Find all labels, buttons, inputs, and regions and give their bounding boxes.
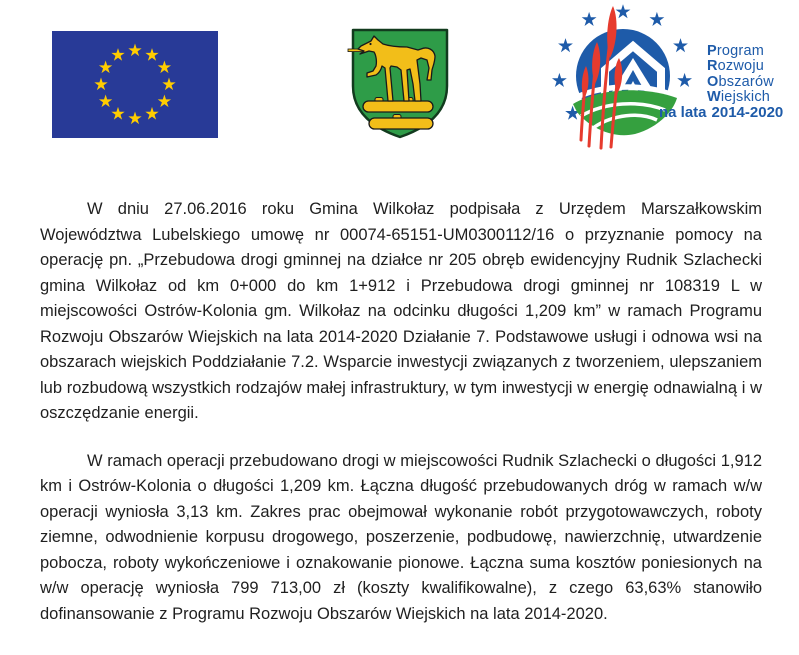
prow-title-line: Wiejskich	[707, 89, 771, 106]
eu-flag-icon	[52, 31, 218, 138]
paragraph-realization: W ramach operacji przebudowano drogi w miejscowości Rudnik Szlachecki o długości 1,912 km i Ostrów-Kolonia o długości 1,209 km. Łączna długość przebudowanych dróg w ramach w/w operacji wyniosła 3,13 km. Zakres prac obejmował wykonanie robót przygotowawczych, roboty ziemne, odwodnienie korpusu drogowego, poszerzenie, podbudowę, nawierzchnię, utwardzenie pobocza, roboty wykończeniowe i oznakowanie pionowe. Łączna suma kosztów poniesionych na w/w operację wyniosła 799 713,00 zł (koszty kwalifikowalne), z czego 63,63% stanowiło dofinansowanie z Programu Rozwoju Obszarów Wiejskich na lata 2014-2020.	[40, 451, 762, 623]
wilkolaz-coat-of-arms-icon	[345, 24, 455, 144]
prow-title-line: Program	[707, 43, 765, 59]
document-body	[40, 197, 762, 649]
prow-logo-subtitle: na lata 2014-2020	[659, 104, 784, 121]
prow-logo	[545, 0, 799, 155]
prow-title-line: Rozwoju	[707, 58, 765, 75]
logo-header	[0, 0, 799, 165]
paragraph-agreement: W dniu 27.06.2016 roku Gmina Wilkołaz podpisała z Urzędem Marszałkowskim Województwa Lubelskiego umowę nr 00074-65151-UM0300112/16 o przyznanie pomocy na operację pn. „Przebudowa drogi gminnej na działce nr 205 obręb ewidencyjny Rudnik Szlachecki gmina Wilkołaz od km 0+000 do km 1+912 i Przebudowa drogi gminnej nr 108319 L w miejscowości Ostrów-Kolonia gm. Wilkołaz na odcinku długości 1,209 km” w ramach Programu Rozwoju Obszarów Wiejskich na lata 2014-2020 Działanie 7. Podstawowe usługi i odnowa wsi na obszarach wiejskich Poddziałanie 7.2. Wsparcie inwestycji związanych z tworzeniem, ulepszaniem lub rozbudową wszystkich rodzajów małej infrastruktury, w tym inwestycji w energię odnawialną i w oszczędzanie energii.	[40, 200, 762, 422]
prow-title-line: Obszarów	[707, 73, 774, 90]
prow-logo-title	[707, 44, 774, 106]
